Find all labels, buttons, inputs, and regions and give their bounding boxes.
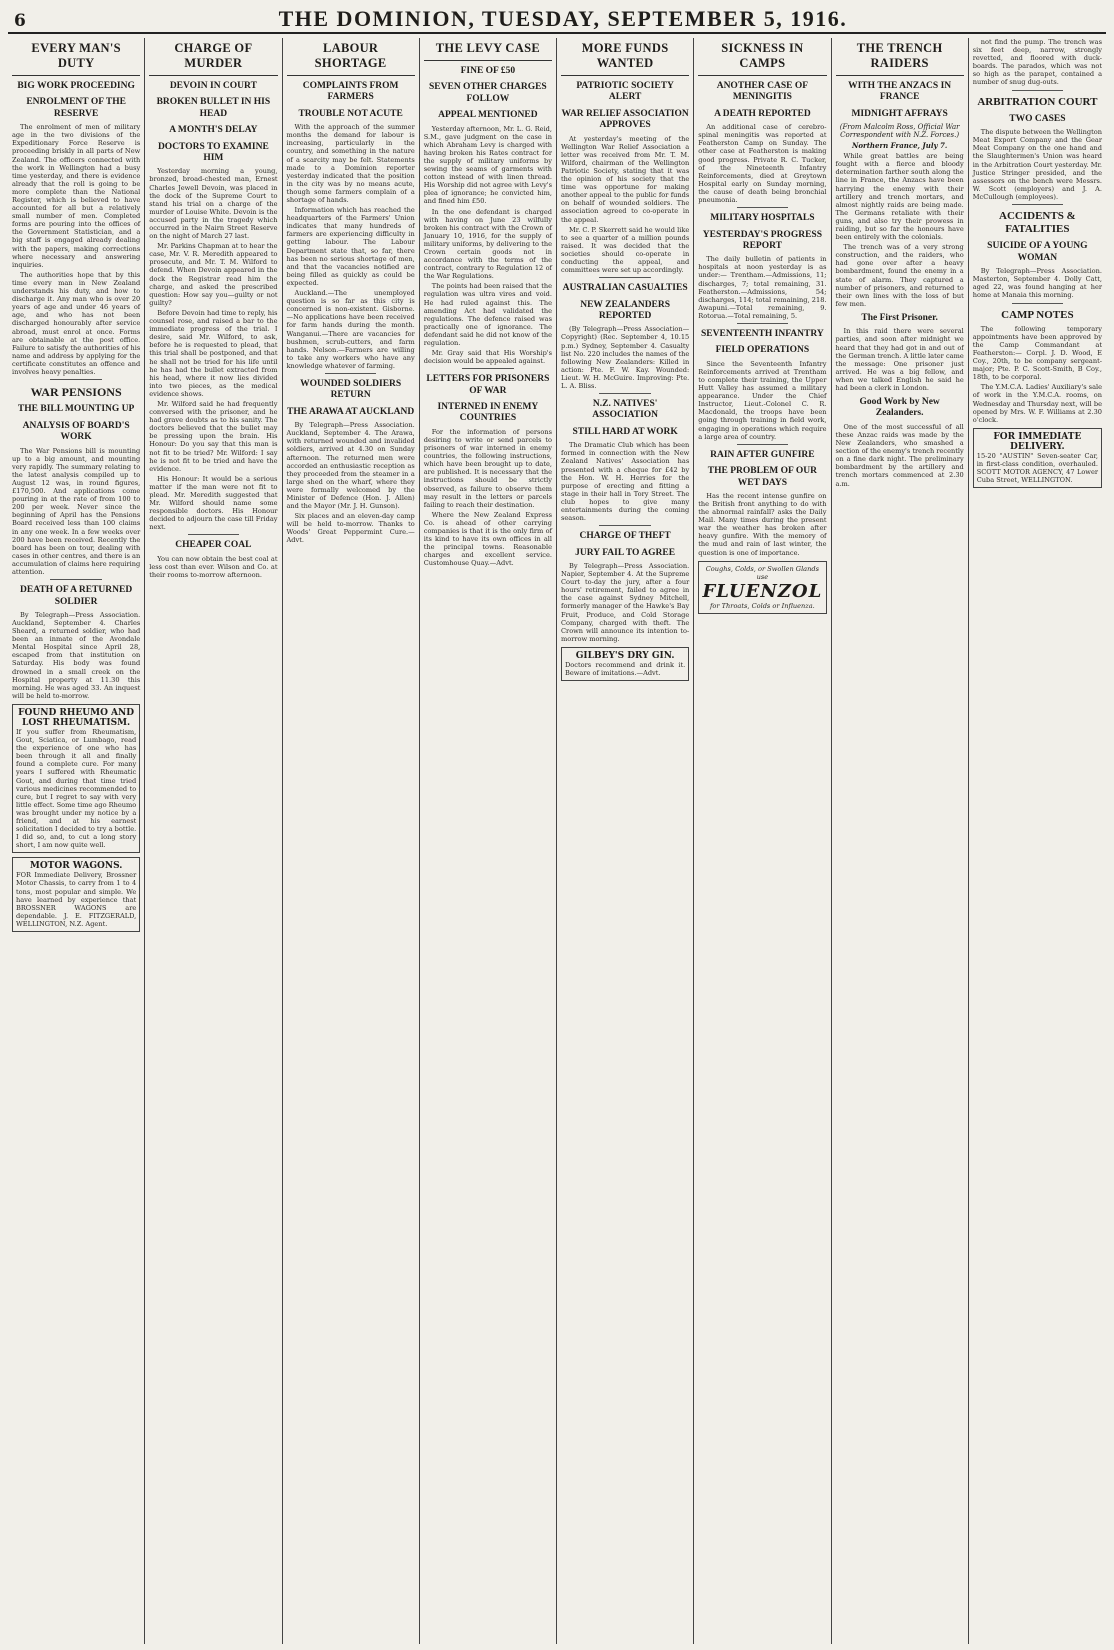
subheading: WAR RELIEF ASSOCIATION APPROVES <box>561 108 689 131</box>
paragraph: Has the recent intense gunfire on the British front anything to do with the abnormal rainfall? asks the Daily Mail. Many times during the present war the weather has broken after heavy gunfire. With the memory of the mud and rain of last winter, the question is one of importance. <box>698 491 827 557</box>
paragraph: Before Devoin had time to reply, his counsel rose, and raised a bar to the immediate progress of the trial. I desire, said Mr. Wilford, to ask, before he is requested to plead, that this trial shall be postponed, and that he shall not be tried for his life until he has had the bullet extracted from his head, where it now lies divided into two pieces, as the medical evidence shows. <box>149 308 278 398</box>
divider <box>737 323 788 324</box>
paragraph: Since the Seventeenth Infantry Reinforcements arrived at Trentham to complete their training, the Upper Hutt Valley has assumed a military appearance. Under the Chief Instructor, Lieut.-Colonel C. R. Macdonald, the troops have been going through training in field work, engaging in operations which require a large area of country. <box>698 359 827 441</box>
article-body <box>12 611 140 700</box>
subheading: CHEAPER COAL <box>175 540 252 551</box>
column-levy-case <box>420 38 557 1644</box>
article-body <box>12 447 140 577</box>
ad-title: GILBEY'S DRY GIN. <box>575 650 675 661</box>
paragraph: With the approach of the summer months the demand for labour is increasing, particularly in the country, and something in the nature of a scarcity may be felt. Statements made to a Dominion reporter yesterday indicated that the position in the city was by no means acute, though some farmers complain of a shortage of hands. <box>286 123 415 205</box>
article-body <box>698 492 826 557</box>
paragraph: You can now obtain the best coal at less cost than ever. Wilson and Co. at their rooms to-morrow afternoon. <box>149 554 278 580</box>
paragraph: An additional case of cerebro-spinal meningitis was reported at Featherston Camp on Sunday. The other case at Featherston is making good progress. Private R. C. Tucker, of the Nineteenth Infantry Reinforcements, died at Greytown Hospital early on Sunday morning, the cause of death being bronchial pneumonia. <box>698 123 827 205</box>
headline: CHARGE OF MURDER <box>149 38 277 76</box>
article-body <box>698 255 826 320</box>
article-body <box>287 421 415 544</box>
ad-body: FOR Immediate Delivery, Brossner Motor Chassis, to carry from 1 to 4 tons, most popular and simple. We have learned by experience that BROSSNER WAGONS are dependable. J. E. FITZGERALD, WELLINGTON, N.Z. Agent. <box>16 871 137 928</box>
ad-brand: FLUENZOL <box>702 580 823 602</box>
article-body <box>973 128 1102 201</box>
divider <box>737 207 788 208</box>
subheading: WITH THE ANZACS IN FRANCE <box>848 81 952 103</box>
paragraph: The enrolment of men of military age in the two divisions of the Expeditionary Force Reserve is proceeding briskly in all parts of New Zealand. The officers connected with the work in Wellington had a busy time yesterday, and there is evidence already that the roll is going to be more complete than the National Register, which is believed to have accounted for all but a relatively small number of men. Completed forms are pouring into the offices of the Government Statistician, and a big staff is engaged already dealing with the papers, making corrections where necessary and answering inquiries. <box>12 123 141 269</box>
section-heading: CAMP NOTES <box>1001 308 1074 321</box>
section-heading: ARBITRATION COURT <box>977 95 1098 108</box>
byline: (From Malcolm Ross, Official War Correspondent with N.Z. Forces.) <box>839 123 960 140</box>
paragraph: Mr. Gray said that His Worship's decision would be appealed against. <box>423 349 552 366</box>
ad-title: FOR IMMEDIATE DELIVERY. <box>993 431 1082 452</box>
column-sickness-in-camps <box>694 38 831 1644</box>
subheading: RAIN AFTER GUNFIRE <box>710 449 815 460</box>
subheading: INTERNED IN ENEMY COUNTRIES <box>437 402 539 424</box>
paragraph: The authorities hope that by this time every man in New Zealand understands his duty, and how to discharge it. Any man who is over 20 years of age and under 46 years of age, and who has not been discharged honourably after service abroad, must enrol at once. Forms are obtainable at the post office. Failure to satisfy the authorities of his name and address by applying for the certificate constitutes an offence and involves heavy penalties. <box>12 270 141 376</box>
subheading: STILL HARD AT WORK <box>572 426 678 437</box>
article-body <box>561 325 689 390</box>
paragraph: Mr. Wilford said he had frequently conversed with the prisoner, and he had grave doubts as to his sanity. The doctors believed that the bullet may be pressing upon the brain. His Honour: Do you say that this man is not fit to be tried? Mr. Wilford: I say he is not fit to be tried and have the evidence. <box>149 399 278 473</box>
newspaper-title: THE DOMINION, TUESDAY, SEPTEMBER 5, 1916. <box>278 6 848 31</box>
ad-body: Doctors recommend and drink it. Beware of imitations.—Advt. <box>565 660 686 677</box>
paragraph: Mr. C. P. Skerrett said he would like to see a quarter of a million pounds raised. It was decided that the societies should co-operate in conducting the appeal, and committees were set up accordingly. <box>561 225 690 275</box>
article-body <box>424 428 552 568</box>
paragraph: By Telegraph—Press Association. Napier, September 4. At the Supreme Court to-day the jury, after a four hours' retirement, failed to agree in the case against Sydney Mitchell, formerly manager of the Hawke's Bay Fruit, Produce, and Cold Storage Company, charged with theft. The Crown will announce its intention to-morrow morning. <box>561 561 690 643</box>
article-body <box>561 562 689 643</box>
divider <box>737 444 788 445</box>
subheading: DEATH OF A RETURNED SOLDIER <box>20 585 133 607</box>
paragraph: The dispute between the Wellington Meat Export Company and the Gear Meat Company on the one hand and the Slaughtermen's Union was heard in the Arbitration Court yesterday. Mr. Justice Stringer presided, and the assessors on the bench were Messrs. W. Scott (employers) and J. A. McCullough (employees). <box>972 128 1102 201</box>
subheading: MILITARY HOSPITALS <box>710 213 815 224</box>
paragraph: not find the pump. The trench was six feet deep, narrow, strongly revetted, and floored with duck-boards. The parados, which was not so high as the parapet, contained a number of snug dug-outs. <box>972 38 1102 87</box>
divider <box>188 534 239 535</box>
headline: SICKNESS IN CAMPS <box>698 38 826 76</box>
paragraph: One of the most successful of all these Anzac raids was made by the New Zealanders, who smashed a section of the enemy's trench recently on a fine dark night. The preliminary bombardment by the artillery and trench mortars commenced at 2.30 a.m. <box>835 422 964 488</box>
article-body <box>12 123 140 376</box>
column-every-mans-duty <box>8 38 145 1644</box>
subheading: JURY FAIL TO AGREE <box>575 547 676 558</box>
paragraph: In this raid there were several parties, and soon after midnight we heard that they had got in and out of the German trench. A little later came the message: One prisoner just arrived. He was a big fellow, and when we talked English he said he had been a clerk in London. <box>835 327 964 392</box>
subheading: YESTERDAY'S PROGRESS REPORT <box>702 229 822 251</box>
subheading: BIG WORK PROCEEDING <box>17 81 135 91</box>
paragraph: His Honour: It would be a serious matter if the man were not fit to plead. Mr. Meredith suggested that Mr. Wilford should name some responsible doctors. His Honour decided to adjourn the case till Friday next. <box>149 474 278 532</box>
subheading: DOCTORS TO EXAMINE HIM <box>157 141 269 163</box>
paragraph: In the one defendant is charged with having on June 23 wilfully broken his contract with the Crown of January 10, 1916, for the supply of military uniforms, by delivering to the Crown certain goods not in accordance with the terms of the contract, contrary to Regulation 12 of the War Regulations. <box>423 207 552 281</box>
divider <box>462 368 513 369</box>
article-body <box>424 125 552 366</box>
headline: MORE FUNDS WANTED <box>561 38 689 76</box>
paragraph: While great battles are being fought with a fierce and bloody determination farther south along the line in France, the Anzacs have been harrying the enemy with their artillery and trench mortars, and almost nightly raids are being made. The Germans retaliate with their guns, and also try their prowess in raiding, but so far the honours have been entirely with the colonials. <box>835 152 964 242</box>
article-body <box>973 325 1102 424</box>
divider <box>1012 303 1064 304</box>
paragraph: Where the New Zealand Express Co. is ahead of other carrying companies is that it is the only firm of its kind to have its own offices in all the principal towns. Reasonable charges and excellent service. Customhouse Quay.—Advt. <box>423 510 552 568</box>
article-body <box>836 327 964 392</box>
subheading: SEVENTEENTH INFANTRY <box>701 329 824 340</box>
headline: THE LEVY CASE <box>424 38 552 61</box>
advertisement <box>698 561 826 614</box>
subheading: AUSTRALIAN CASUALTIES <box>562 283 688 294</box>
subheading: A MONTH'S DELAY <box>169 125 258 136</box>
dateline: Northern France, July 7. <box>851 141 948 151</box>
paragraph: Auckland.—The unemployed question is so far as this city is concerned is non-existent. Gisborne.—No applications have been received for farm hands during the month. Wanganui.—There are vacancies for bushmen, scrub-cutters, and farm hands. Nelson.—Farmers are willing to take any workers who have any knowledge whatever of farming. <box>286 289 415 370</box>
column-trench-raiders <box>832 38 969 1644</box>
paragraph: The following temporary appointments have been approved by the Camp Commandant at Featherston:— Corpl. J. D. Wood, E Coy., 20th, to be company sergeant-major; Pte. P. C. Scott-Smith, B Coy., 18th, to be corporal. <box>972 324 1102 382</box>
paragraph: Mr. Parkins Chapman at to hear the case, Mr. V. R. Meredith appeared to prosecute, and Mr. T. M. Wilford to defend. When Devoin appeared in the dock the Registrar read him the charge, and asked the prescribed question: How say you—guilty or not guilty? <box>149 242 278 307</box>
paragraph: The War Pensions bill is mounting up to a big amount, and mounting very rapidly. The summary relating to the latest analysis compiled up to August 12 was, in round figures, £170,500. And applications come pouring in at the rate of from 100 to 200 per week. Never since the beginning of April has the Pensions Board received less than 100 claims in any one week. In a few weeks over 200 have been received. Recently the board has been on tour, dealing with cases in other centres, and there is an accumulation of claims here requiring attention. <box>12 446 141 577</box>
article-body <box>698 360 826 441</box>
paragraph: The Dramatic Club which has been formed in connection with the New Zealand Natives' Association has presented with a cheque for £42 by the Hon. W. H. Herries for the purpose of erecting and fitting a stage in their hall in Tory Street. The club hopes to give many entertainments during the coming season. <box>561 441 690 523</box>
subheading: DEVOIN IN COURT <box>169 81 257 91</box>
paragraph: The trench was of a very strong construction, and the raiders, who had gone over after a heavy bombardment, found the enemy in a state of alarm. They captured a number of prisoners, and returned to their own lines with the loss of but few men. <box>835 243 964 308</box>
subheading: THE PROBLEM OF OUR WET DAYS <box>707 466 817 488</box>
divider <box>1012 90 1064 91</box>
advertisement <box>12 704 140 853</box>
paragraph: (By Telegraph—Press Association—Copyright) (Rec. September 4, 10.15 p.m.) Sydney, September 4. Casualty list No. 220 includes the names of the following New Zealanders: Killed in action: Pte. F. W. Kay. Wounded: Lieut. W. H. McGuire. Improving: Pte. L. A. Bliss. <box>561 325 690 390</box>
subheading: COMPLAINTS FROM FARMERS <box>302 81 399 103</box>
subheading: N.Z. NATIVES' ASSOCIATION <box>592 399 659 421</box>
headline: THE TRENCH RAIDERS <box>836 38 964 76</box>
divider <box>325 373 376 374</box>
subheading: MIDNIGHT AFFRAYS <box>851 108 948 119</box>
divider <box>50 579 101 580</box>
subheading: SUICIDE OF A YOUNG WOMAN <box>987 241 1088 263</box>
subheading: THE ARAWA AT AUCKLAND <box>287 406 415 417</box>
article-body <box>698 123 826 204</box>
divider <box>50 379 101 380</box>
subheading: TWO CASES <box>1009 113 1066 124</box>
headline: LABOUR SHORTAGE <box>287 38 415 76</box>
paragraph: Six places and an eleven-day camp will be held to-morrow. Thanks to Woods' Great Peppermint Cure.—Advt. <box>286 512 415 545</box>
page-number: 6 <box>14 11 26 31</box>
section-heading: ACCIDENTS & FATALITIES <box>999 209 1076 236</box>
paragraph: By Telegraph—Press Association. Auckland, September 4. The Arawa, with returned wounded and invalided soldiers, arrived at 4.30 on Sunday afternoon. The returned men were accorded an enthusiastic reception as they proceeded from the steamer in a large shed on the wharf, where they were formally welcomed by the Minister of Defence (Hon. J. Allen) and the Mayor (Mr. J. H. Gunson). <box>286 421 415 511</box>
paragraph: For the information of persons desiring to write or send parcels to prisoners of war interned in enemy countries, the following instructions, which have been brought up to date, are published. It is necessary that the instructions should be strictly observed, as failure to observe them may result in the letters or parcels failing to reach their destination. <box>423 427 552 509</box>
article-body <box>973 267 1102 299</box>
columns <box>8 38 1106 1644</box>
subheading: CHARGE OF THEFT <box>579 531 671 542</box>
paragraph: At yesterday's meeting of the Wellington War Relief Association a letter was received from Mr. T. M. Wilford, chairman of the Wellington Patriotic Society, stating that it was the opinion of his society that the time was opportune for making another appeal to the public for funds on behalf of wounded soldiers. The association agreed to co-operate in the appeal. <box>561 134 690 224</box>
ad-body: If you suffer from Rheumatism, Gout, Sciatica, or Lumbago, read the experience of one who has been through it all and finally found a complete cure. For many years I suffered with Rheumatic Gout, and during that time tried various medicines recommended to cure, but I regret to say with very little effect. Some time ago Rheumo was brought under my notice by a friend, and at his earnest solicitation I decided to try a bottle. I did so, and, to cut a long story short, I am now quite well. <box>16 727 137 850</box>
subheading: A DEATH REPORTED <box>714 108 811 119</box>
article-body <box>836 152 964 308</box>
paragraph: By Telegraph—Press Association. Auckland, September 4. Charles Sheard, a returned soldier, who had been an inmate of the Avondale Mental Hospital since April 28, escaped from that institution on Saturday. His body was found drowned in a small creek on the Hospital property at 11.30 this morning. He was aged 33. An inquest will be held to-morrow. <box>12 610 141 700</box>
article-body <box>149 167 277 531</box>
column-labour-shortage <box>283 38 420 1644</box>
subheading: TROUBLE NOT ACUTE <box>298 108 403 119</box>
paragraph: The points had been raised that the regulation was ultra vires and void. He had ruled against this. The amending Act had validated the regulations. The defence raised was practically one of ignorance. The defendant said he did not know of the regulation. <box>423 282 552 347</box>
article-body <box>973 38 1102 87</box>
article-body <box>149 555 277 579</box>
masthead <box>8 6 1106 34</box>
article-body <box>561 441 689 522</box>
subheading: LETTERS FOR PRISONERS OF WAR <box>426 374 550 396</box>
paragraph: By Telegraph—Press Association. Masterton, September 4. Dolly Catt, aged 22, was found hanging at her home at Manaia this morning. <box>972 267 1102 300</box>
article-body <box>287 123 415 370</box>
article-body <box>836 423 964 488</box>
subheading: FIELD OPERATIONS <box>715 345 810 356</box>
subheading: FINE OF £50 <box>460 66 516 76</box>
paragraph: The daily bulletin of patients in hospitals at noon yesterday is as under:— Trentham.—Admissions, 11; discharges, 7; total remaining, 31. Featherston.—Admissions, 54; discharges, 114; total remaining, 218. Awapuni.—Total remaining, 9. Rotorua.—Total remaining, 5. <box>698 255 827 320</box>
column-arbitration-court <box>969 38 1106 1644</box>
ad-body: 15-20 "AUSTIN" Seven-seater Car, in first-class condition, overhauled. SCOTT MOTOR AGENCY, 47 Lower Cuba Street, WELLINGTON. <box>976 451 1098 485</box>
paragraph: Yesterday morning a young, bronzed, broad-chested man, Ernest Charles Jewell Devoin, was placed in the dock of the Supreme Court to stand his trial on a charge of the murder of Louise White. Devoin is the accused party in the tragedy which occurred in the Nairn Street Reserve on the night of March 27 last. <box>149 167 278 241</box>
ad-title: MOTOR WAGONS. <box>29 861 123 872</box>
subheading: PATRIOTIC SOCIETY ALERT <box>576 81 674 103</box>
subheading: The First Prisoner. <box>861 312 938 323</box>
article-body <box>561 135 689 275</box>
advertisement <box>12 857 140 932</box>
ad-title: FOUND RHEUMO AND LOST RHEUMATISM. <box>18 707 135 728</box>
subheading: ENROLMENT OF THE RESERVE <box>26 97 126 119</box>
paragraph: The Y.M.C.A. Ladies' Auxiliary's sale of work in the Y.M.C.A. rooms, on Wednesday and Thursday next, will be opened by Mrs. W. F. Williams at 2.30 o'clock. <box>972 383 1103 424</box>
divider <box>1012 204 1064 205</box>
subheading: ANOTHER CASE OF MENINGITIS <box>716 81 809 103</box>
paragraph: Yesterday afternoon, Mr. L. G. Reid, S.M., gave judgment on the case in which Abraham Levy is charged with having broken his Rates contract for the supply of military uniforms by sewing the seams of garments with cotton instead of with linen thread. His Worship did not agree with Levy's plea of ignorance; he convicted him, and fined him £50. <box>423 124 552 206</box>
subheading: APPEAL MENTIONED <box>438 110 538 121</box>
ad-body: Coughs, Colds, or Swollen Glands use <box>705 564 819 581</box>
section-heading: WAR PENSIONS <box>30 385 122 400</box>
advertisement <box>561 647 689 681</box>
subheading: Good Work by New Zealanders. <box>859 397 940 419</box>
column-more-funds-wanted <box>557 38 694 1644</box>
subheading: SEVEN OTHER CHARGES FOLLOW <box>429 82 547 104</box>
divider <box>599 393 650 394</box>
paragraph: Information which has reached the headquarters of the Farmers' Union indicates that many hundreds of farmers are experiencing difficulty in getting labour. The Labour Department state that, so far, there has been no serious shortage of men, and that the vacancies notified are being filled as quickly as could be expected. <box>286 206 415 287</box>
headline: EVERY MAN'S DUTY <box>12 38 140 76</box>
column-charge-of-murder <box>145 38 282 1644</box>
subheading: ANALYSIS OF BOARD'S WORK <box>22 420 130 443</box>
subheading: NEW ZEALANDERS REPORTED <box>580 299 671 321</box>
ad-tagline: for Throats, Colds or Influenza. <box>709 601 815 610</box>
advertisement <box>973 428 1102 488</box>
divider <box>599 277 650 278</box>
subheading: THE BILL MOUNTING UP <box>17 404 135 415</box>
subheading: BROKEN BULLET IN HIS HEAD <box>156 97 271 119</box>
divider <box>599 525 650 526</box>
subheading: WOUNDED SOLDIERS RETURN <box>300 378 402 401</box>
